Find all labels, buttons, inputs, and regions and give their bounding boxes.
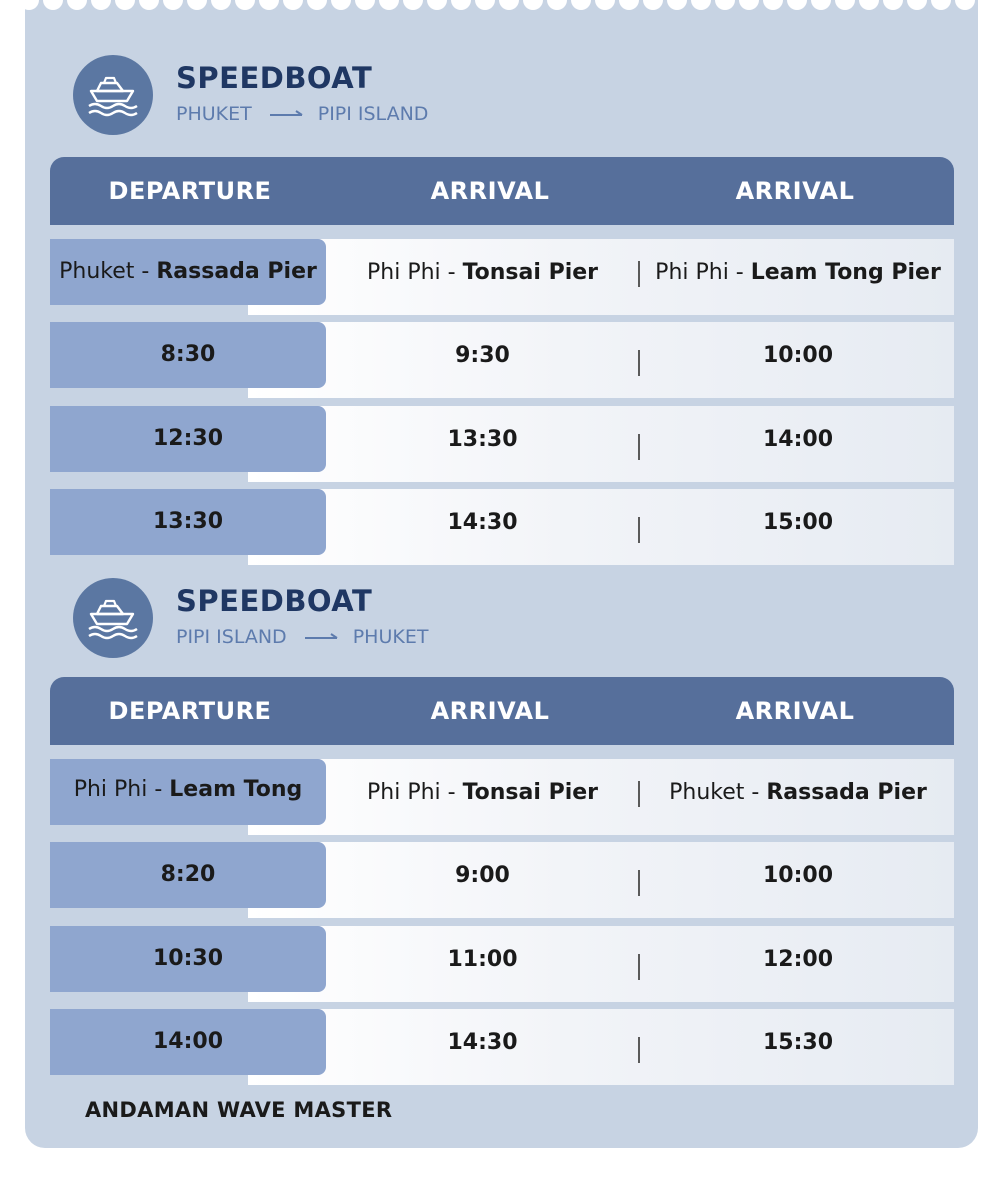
departure-time: 13:30 bbox=[50, 489, 326, 555]
arrival-time-2: 15:00 bbox=[762, 510, 834, 535]
header-departure: DEPARTURE bbox=[108, 177, 272, 205]
departure-pier: Phi Phi - Leam Tong bbox=[50, 759, 326, 825]
route-to: PIPI ISLAND bbox=[317, 103, 429, 125]
arrival-time-2: 10:00 bbox=[762, 343, 834, 368]
departure-time: 10:30 bbox=[50, 926, 326, 992]
table-row bbox=[50, 1009, 954, 1077]
header-arrival-1: ARRIVAL bbox=[430, 177, 550, 205]
arrival-pier-1: Phi Phi - Tonsai Pier bbox=[367, 260, 598, 285]
table-header bbox=[50, 677, 954, 745]
arrival-pier-2: Phi Phi - Leam Tong Pier bbox=[655, 260, 941, 285]
arrival-pier-1: Phi Phi - Tonsai Pier bbox=[367, 780, 598, 805]
route-line bbox=[176, 103, 428, 125]
header-arrival-2: ARRIVAL bbox=[735, 697, 855, 725]
arrival-time-1: 13:30 bbox=[447, 427, 518, 452]
arrival-time-2: 14:00 bbox=[762, 427, 834, 452]
arrival-pier-2: Phuket - Rassada Pier bbox=[669, 780, 927, 805]
departure-time: 8:30 bbox=[50, 322, 326, 388]
location-row bbox=[50, 239, 954, 307]
route-line bbox=[176, 626, 428, 648]
section-title: SPEEDBOAT bbox=[176, 584, 373, 618]
arrival-time-1: 14:30 bbox=[447, 510, 518, 535]
arrow-right-icon bbox=[270, 103, 304, 125]
speedboat-icon bbox=[73, 55, 153, 135]
arrival-time-1: 11:00 bbox=[447, 947, 518, 972]
arrow-right-icon bbox=[305, 626, 339, 648]
table-row bbox=[50, 322, 954, 390]
arrival-time-2: 12:00 bbox=[762, 947, 834, 972]
operator-name: ANDAMAN WAVE MASTER bbox=[85, 1098, 393, 1122]
arrival-time-1: 9:00 bbox=[455, 863, 510, 888]
table-row bbox=[50, 926, 954, 994]
table-row bbox=[50, 489, 954, 557]
route-to: PHUKET bbox=[352, 626, 429, 648]
arrival-time-2: 15:30 bbox=[762, 1030, 834, 1055]
departure-pier: Phuket - Rassada Pier bbox=[50, 239, 326, 305]
arrival-time-2: 10:00 bbox=[762, 863, 834, 888]
route-from: PIPI ISLAND bbox=[176, 626, 287, 648]
header-arrival-2: ARRIVAL bbox=[735, 177, 855, 205]
table-row bbox=[50, 406, 954, 474]
scalloped-edge bbox=[25, 0, 978, 20]
table-row bbox=[50, 842, 954, 910]
departure-time: 12:30 bbox=[50, 406, 326, 472]
section-header-return bbox=[73, 578, 673, 658]
arrival-time-1: 14:30 bbox=[447, 1030, 518, 1055]
section-header-outbound bbox=[73, 55, 673, 135]
arrival-time-1: 9:30 bbox=[455, 343, 510, 368]
route-from: PHUKET bbox=[176, 103, 252, 125]
departure-time: 8:20 bbox=[50, 842, 326, 908]
header-departure: DEPARTURE bbox=[108, 697, 272, 725]
section-title: SPEEDBOAT bbox=[176, 61, 373, 95]
location-row bbox=[50, 759, 954, 827]
departure-time: 14:00 bbox=[50, 1009, 326, 1075]
table-header bbox=[50, 157, 954, 225]
speedboat-icon bbox=[73, 578, 153, 658]
header-arrival-1: ARRIVAL bbox=[430, 697, 550, 725]
